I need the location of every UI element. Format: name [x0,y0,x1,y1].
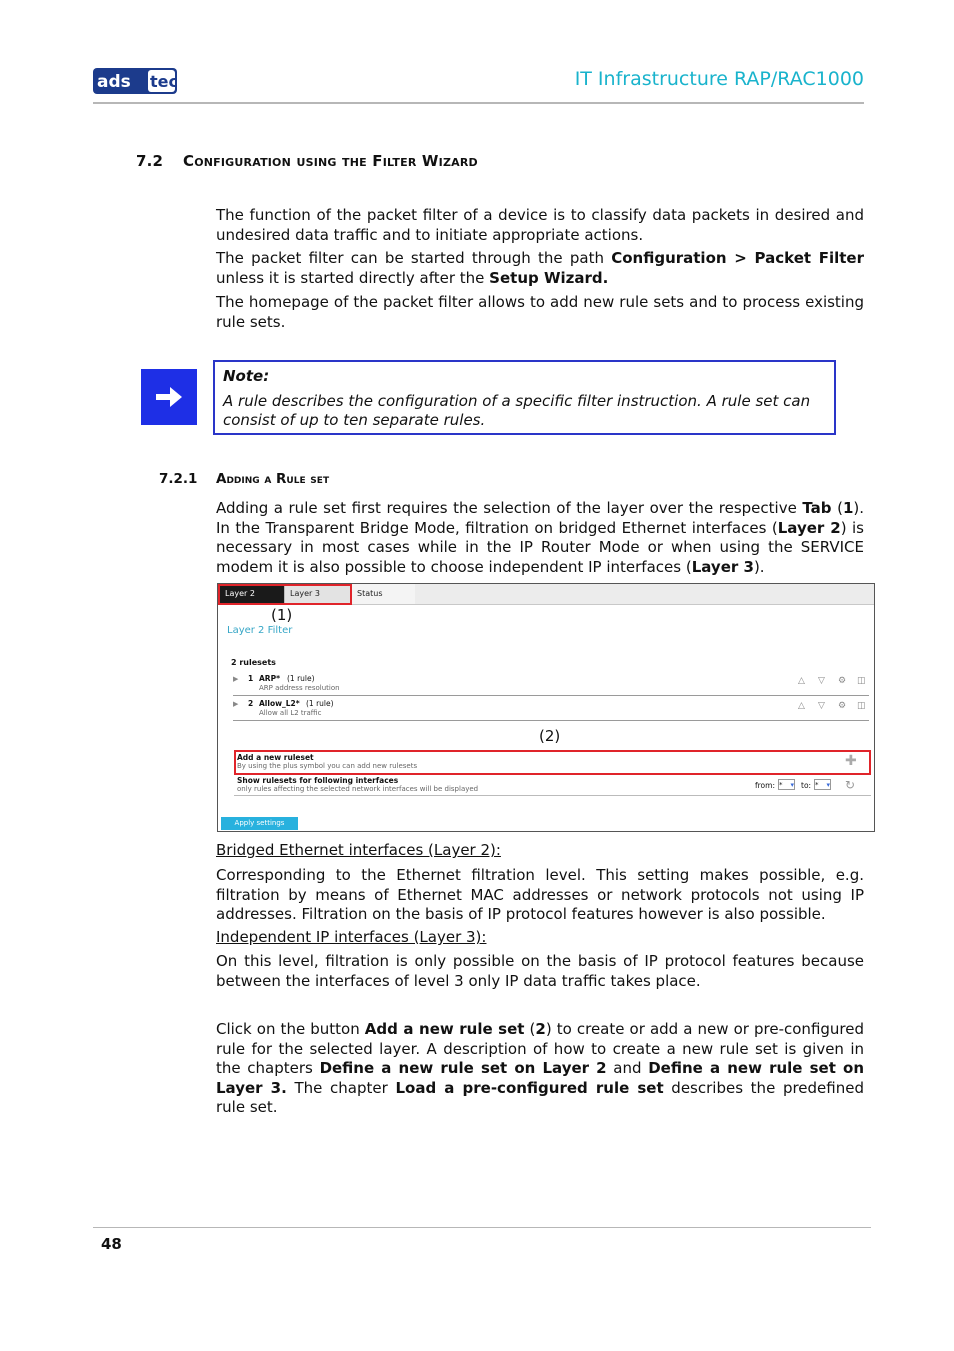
add-ruleset-description: By using the plus symbol you can add new rulesets [237,762,418,770]
tab-status[interactable]: Status [351,584,415,604]
footer-divider [93,1227,871,1228]
section-heading [136,152,478,170]
from-select[interactable] [778,779,795,790]
move-down-icon[interactable]: ▽ [818,701,825,711]
intro-paragraph-1: The function of the packet filter of a device is to classify data packets in desired and undesired data traffic and to initiate appropriate actions. [216,206,864,244]
arrow-right-icon [141,369,197,425]
ruleset-row[interactable] [233,673,869,696]
intro-paragraph-3: The homepage of the packet filter allows to add new rule sets and to process existing rule sets. [216,293,864,331]
from-label: from: [755,781,775,790]
filter-title: Layer 2 Filter [227,625,293,636]
move-down-icon[interactable]: ▽ [818,676,825,686]
rule-count: (1 rule) [287,674,315,683]
ruleset-number: 2 [248,699,254,708]
setup-wizard-ref: Setup Wizard. [489,268,609,287]
click-paragraph [216,1020,864,1118]
text: Layer 3 [691,557,754,576]
rule-count: (1 rule) [306,699,334,708]
delete-icon[interactable]: ◫ [857,701,866,711]
text: Adding a rule set first requires the selection of the layer over the respective [216,499,803,517]
tab-layer-2[interactable]: Layer 2 [220,584,284,604]
chevron-down-icon: ▾ [826,781,830,789]
section-number: 7.2 [136,152,164,170]
text: ) to create or add a new or pre-configured rule for the selected layer. A description of how to create a new rule set is given in the chapters [216,1020,865,1077]
section-title: Configuration using the Filter Wizard [183,152,478,170]
text: ( [831,499,843,517]
delete-icon[interactable]: ◫ [857,676,866,686]
add-ruleset-title: Add a new ruleset [237,753,314,762]
refresh-icon[interactable]: ↻ [845,778,856,792]
text: 2 [535,1020,546,1038]
text: and [606,1059,649,1077]
bridged-heading: Bridged Ethernet interfaces (Layer 2): [216,841,501,859]
show-rulesets-description: only rules affecting the selected network interfaces will be displayed [237,785,479,793]
ruleset-name: Allow_L2* [259,699,300,708]
apply-settings-button[interactable]: Apply settings [221,817,298,830]
bridged-text: Corresponding to the Ethernet filtration level. This setting makes possible, e.g. filtration by means of Ethernet MAC addresses or network protocols not using IP addresses. Filtration on the basis of IP protocol features however is also possible. [216,866,864,923]
independent-text: On this level, filtration is only possible on the basis of IP protocol features because between the interfaces of level 3 only IP data traffic takes place. [216,952,864,990]
callout-2: (2) [539,727,561,745]
text: 1 [842,499,854,517]
text: Click on the button [216,1020,365,1038]
ruleset-description: Allow all L2 traffic [259,709,322,717]
subsection-number: 7.2.1 [159,471,198,487]
to-value: * [815,781,819,789]
text: Define a new rule set on Layer 3. [216,1059,864,1097]
text: ( [524,1020,536,1038]
text: The chapter [286,1078,396,1097]
note-box [213,360,836,435]
add-ruleset-plus-icon[interactable]: ✚ [845,753,857,769]
document-title: IT Infrastructure RAP/RAC1000 [574,68,864,90]
svg-text:tec: tec [150,72,177,91]
tab-highlight-box [218,584,352,605]
independent-heading: Independent IP interfaces (Layer 3): [216,928,487,946]
note-text: A rule describes the configuration of a specific filter instruction. A rule set can consist of up to ten separate rules. [223,391,811,429]
text: describes the predefined rule set. [216,1078,864,1116]
note-title: Note: [223,367,270,385]
intro-paragraph-2 [216,249,864,288]
show-rulesets-title: Show rulesets for following interfaces [237,776,399,785]
divider [234,795,871,796]
text: Layer 2 [777,518,841,537]
from-value: * [779,781,783,789]
move-up-icon[interactable]: △ [798,676,805,686]
ruleset-name: ARP* [259,674,280,683]
adding-paragraph [216,499,864,577]
page-number: 48 [101,1235,122,1253]
adstec-logo [93,68,177,94]
callout-1: (1) [271,606,293,624]
to-select[interactable] [814,779,831,790]
text: unless it is started directly after the [216,268,490,287]
expand-icon[interactable]: ▶ [233,675,239,683]
subsection-title: Adding a Rule set [216,471,330,487]
text: ) is necessary in most cases while in the IP Router Mode or when using the SERVICE modem it is also possible to choose independent IP interfaces ( [216,518,864,576]
expand-icon[interactable]: ▶ [233,700,239,708]
ruleset-row[interactable] [233,698,869,721]
chevron-down-icon: ▾ [790,781,794,789]
text: Load a pre-configured rule set [395,1078,664,1097]
text: ). [753,557,765,576]
settings-icon[interactable]: ⚙ [838,701,847,711]
move-up-icon[interactable]: △ [798,701,805,711]
text: Tab [802,499,832,517]
settings-icon[interactable]: ⚙ [838,676,847,686]
text: Add a new rule set [364,1020,525,1038]
ruleset-number: 1 [248,674,254,683]
rulesets-heading: 2 rulesets [231,658,276,667]
header-divider [93,102,864,104]
packet-filter-screenshot [217,583,875,832]
to-label: to: [801,781,812,790]
ruleset-description: ARP address resolution [259,684,340,692]
text: Define a new rule set on Layer 2 [319,1059,607,1077]
menu-path: Configuration > Packet Filter [611,249,865,267]
svg-text:ads: ads [97,72,131,92]
subsection-heading [159,471,329,487]
text: ). In the Transparent Bridge Mode, filtration on bridged Ethernet interfaces ( [216,499,864,537]
text: The packet filter can be started through the path [216,249,612,267]
tab-layer-3[interactable]: Layer 3 [284,584,351,604]
